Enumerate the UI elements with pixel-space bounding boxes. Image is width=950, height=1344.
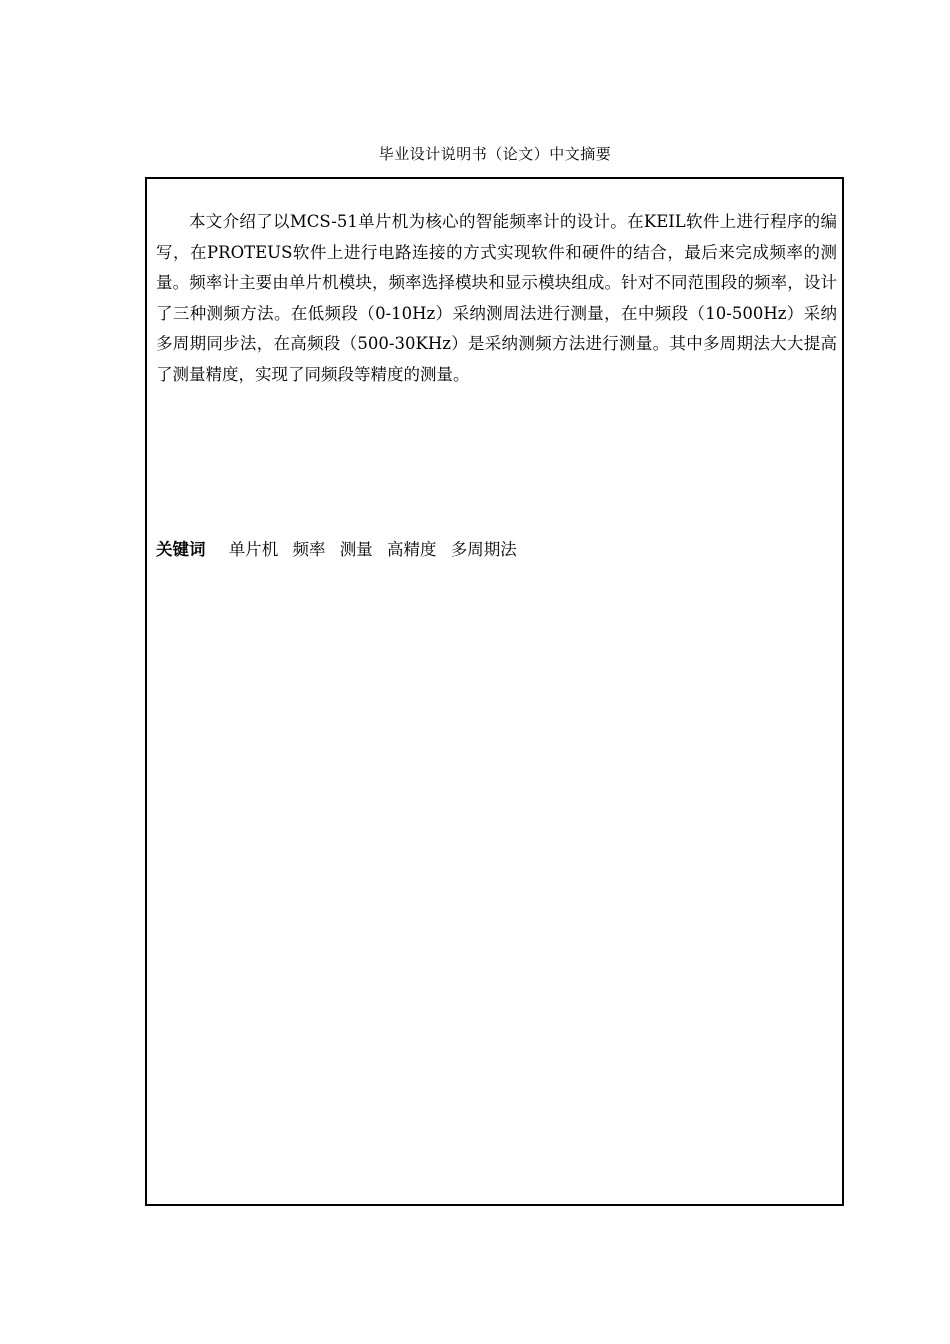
keyword-item: 单片机 xyxy=(228,540,279,559)
keyword-item: 频率 xyxy=(292,540,326,559)
abstract-frame xyxy=(145,177,844,1206)
keyword-item: 高精度 xyxy=(387,540,437,559)
abstract-paragraph: 本文介绍了以MCS-51单片机为核心的智能频率计的设计。在KEIL软件上进行程序的编写，在PROTEUS软件上进行电路连接的方式实现软件和硬件的结合，最后来完成频率的测量。频率计主要由单片机模块，频率选择模块和显示模块组成。针对不同范围段的频率，设计了三种测频方法。在低频段（0-10Hz）采纳测周法进行测量，在中频段（10-500Hz）采纳多周期同步法，在高频段（500-30KHz）是采纳测频方法进行测量。其中多周期法大大提高了测量精度，实现了同频段等精度的测量。 xyxy=(156,212,837,384)
page-title: 毕业设计说明书（论文）中文摘要 xyxy=(378,145,612,163)
keyword-item: 测量 xyxy=(339,540,373,559)
keyword-item: 多周期法 xyxy=(450,540,517,559)
keywords-label: 关键词 xyxy=(156,540,206,559)
keywords-line xyxy=(156,535,837,565)
